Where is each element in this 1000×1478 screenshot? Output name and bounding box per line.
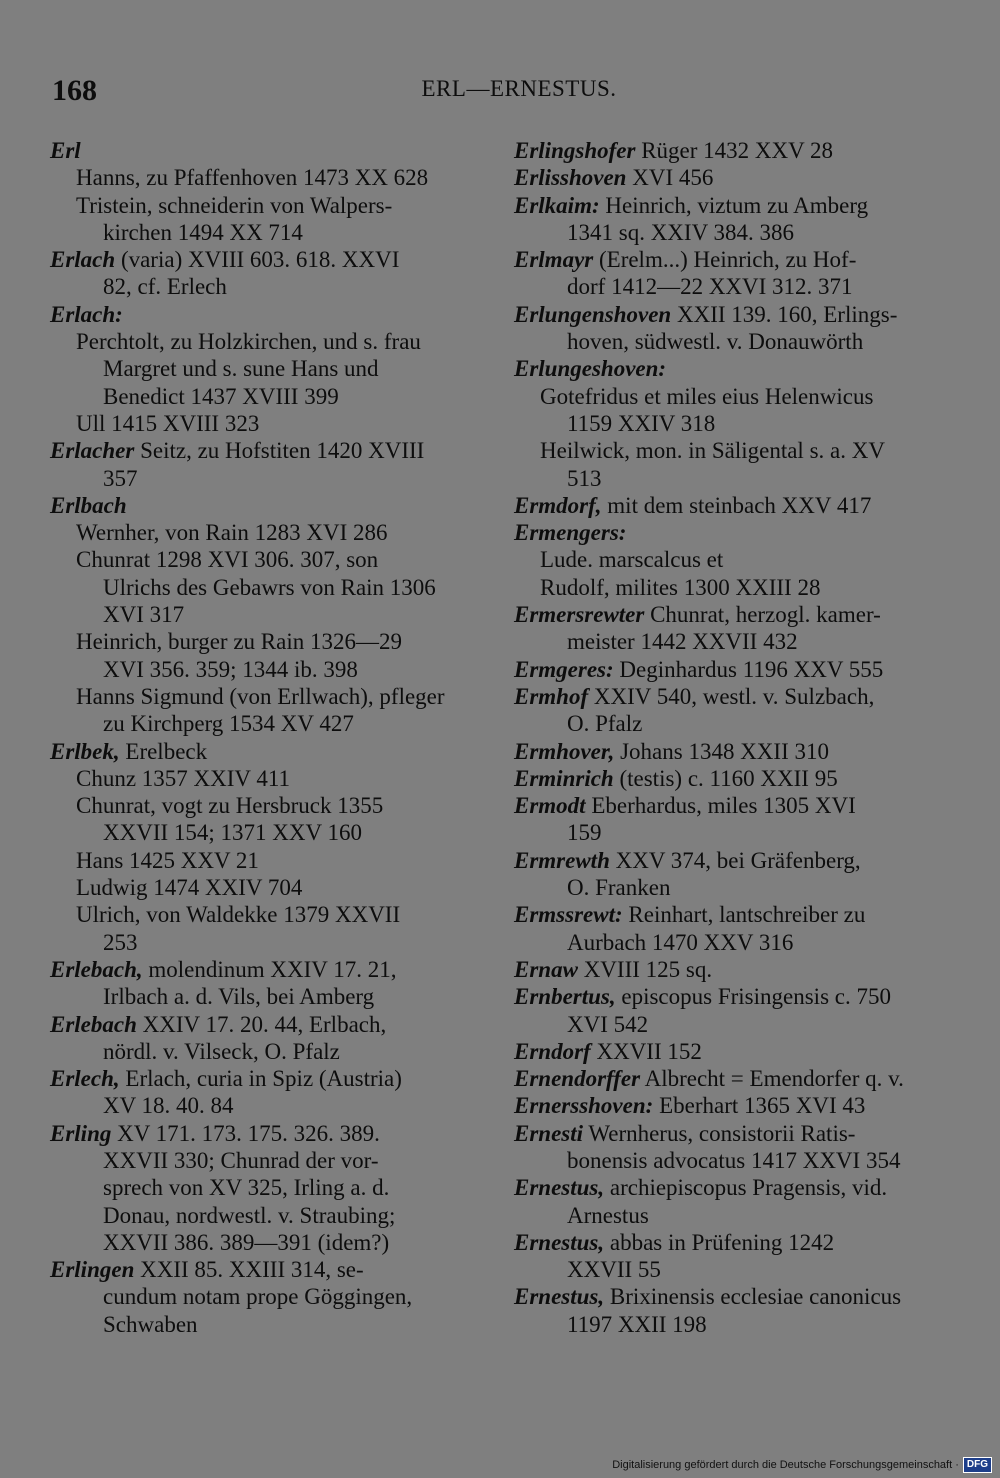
entry-heading: Erlungenshoven	[514, 301, 672, 327]
entry-text: Erlach, curia in Spiz (Austria)	[119, 1066, 402, 1092]
entry-text: 82, cf. Erlech	[103, 274, 227, 300]
index-line	[514, 546, 938, 573]
entry-heading: Erminrich	[514, 765, 614, 791]
index-line	[50, 738, 474, 765]
entry-text: Reinhart, lantschreiber zu	[622, 902, 866, 928]
index-line	[50, 1202, 474, 1229]
entry-text: 1159 XXIV 318	[567, 410, 716, 436]
entry-text: Benedict 1437 XVIII 399	[103, 383, 339, 409]
index-line	[50, 656, 474, 683]
entry-heading: Erlach	[50, 247, 116, 273]
index-line	[50, 874, 474, 901]
index-line	[514, 137, 938, 164]
index-line	[50, 847, 474, 874]
entry-text: 1341 sq. XXIV 384. 386	[567, 219, 795, 245]
entry-text: Wernherus, consistorii Ratis-	[583, 1120, 856, 1146]
entry-heading: Erlingshofer	[514, 138, 636, 163]
index-line	[50, 901, 474, 928]
index-line	[50, 710, 474, 737]
index-line	[50, 246, 474, 273]
index-line	[50, 601, 474, 628]
index-line	[514, 492, 938, 519]
index-line	[514, 410, 938, 437]
index-line	[50, 1283, 474, 1310]
entry-text: XXII 139. 160, Erlings-	[671, 301, 898, 327]
entry-heading: Erlech,	[50, 1066, 120, 1092]
entry-heading: Ermengers:	[514, 520, 627, 546]
index-line	[50, 192, 474, 219]
index-line	[50, 956, 474, 983]
index-line	[514, 1311, 938, 1338]
entry-text: mit dem steinbach XXV 417	[601, 492, 872, 518]
index-line	[50, 519, 474, 546]
entry-text: Chunrat, herzogl. kamer-	[644, 602, 881, 628]
entry-text: kirchen 1494 XX 714	[103, 219, 303, 245]
index-line	[514, 792, 938, 819]
index-line	[50, 765, 474, 792]
footer-text: Digitalisierung gefördert durch die Deutsche Forschungsgemeinschaft ·	[612, 1459, 959, 1471]
entry-text: Arnestus	[567, 1202, 649, 1228]
entry-text: 253	[103, 929, 138, 955]
entry-heading: Erlacher	[50, 438, 135, 464]
entry-text: Heinrich, burger zu Rain 1326—29	[76, 629, 402, 655]
index-line	[514, 1038, 938, 1065]
index-line	[514, 656, 938, 683]
entry-text: Eberhart 1365 XVI 43	[653, 1093, 866, 1119]
entry-text: 513	[567, 465, 602, 491]
index-line	[50, 1038, 474, 1065]
entry-heading: Erl	[50, 138, 81, 163]
entry-text: Hanns Sigmund (von Erllwach), pfleger	[76, 683, 445, 709]
index-line	[514, 628, 938, 655]
entry-text: (varia) XVIII 603. 618. XXVI	[115, 247, 400, 273]
entry-heading: Ernestus,	[514, 1229, 605, 1255]
index-line	[50, 1229, 474, 1256]
index-line	[514, 192, 938, 219]
entry-text: XXIV 540, westl. v. Sulzbach,	[588, 683, 875, 709]
entry-heading: Erling	[50, 1120, 112, 1146]
entry-text: Wernher, von Rain 1283 XVI 286	[76, 520, 388, 546]
entry-text: molendinum XXIV 17. 21,	[142, 956, 397, 982]
entry-text: nördl. v. Vilseck, O. Pfalz	[103, 1038, 340, 1064]
index-line	[50, 137, 474, 164]
index-line	[514, 765, 938, 792]
entry-text: O. Pfalz	[567, 711, 643, 737]
index-line	[514, 956, 938, 983]
index-line	[514, 574, 938, 601]
entry-heading: Erlbach	[50, 492, 127, 518]
index-line	[514, 383, 938, 410]
entry-text: XVI 356. 359; 1344 ib. 398	[103, 656, 358, 682]
entry-text: Albrecht = Emendorfer q. v.	[640, 1066, 904, 1092]
index-line	[514, 519, 938, 546]
index-line	[514, 710, 938, 737]
entry-text: Hans 1425 XXV 21	[76, 847, 259, 873]
entry-text: Donau, nordwestl. v. Straubing;	[103, 1202, 396, 1228]
entry-text: Schwaben	[103, 1311, 198, 1337]
entry-text: bonensis advocatus 1417 XXVI 354	[567, 1147, 901, 1173]
index-line	[50, 328, 474, 355]
entry-text: Aurbach 1470 XXV 316	[567, 929, 794, 955]
entry-text: XVI 542	[567, 1011, 649, 1037]
index-line	[50, 492, 474, 519]
index-line	[514, 219, 938, 246]
index-line	[514, 874, 938, 901]
entry-text: Gotefridus et miles eius Helenwicus	[540, 383, 874, 409]
index-line	[50, 1011, 474, 1038]
index-line	[514, 847, 938, 874]
index-line	[514, 355, 938, 382]
index-line	[50, 273, 474, 300]
index-line	[50, 219, 474, 246]
index-line	[514, 1202, 938, 1229]
entry-heading: Ermgeres:	[514, 656, 614, 682]
entry-text: Seitz, zu Hofstiten 1420 XVIII	[134, 438, 425, 464]
index-line	[514, 1256, 938, 1283]
index-line	[514, 1065, 938, 1092]
dfg-logo: DFG	[963, 1457, 992, 1473]
entry-heading: Ernaw	[514, 956, 578, 982]
entry-text: Perchtolt, zu Holzkirchen, und s. frau	[76, 329, 421, 355]
entry-heading: Erlebach,	[50, 956, 143, 982]
entry-text: Lude. marscalcus et	[540, 547, 724, 573]
index-line	[50, 628, 474, 655]
entry-text: 1197 XXII 198	[567, 1311, 707, 1337]
index-line	[514, 1174, 938, 1201]
index-line	[50, 1092, 474, 1119]
footer	[612, 1456, 992, 1474]
entry-heading: Erlisshoven	[514, 165, 627, 191]
index-line	[50, 383, 474, 410]
entry-heading: Ermssrewt:	[514, 902, 623, 928]
index-line	[514, 601, 938, 628]
index-line	[50, 355, 474, 382]
entry-text: 357	[103, 465, 138, 491]
entry-text: O. Franken	[567, 875, 671, 901]
entry-heading: Ernendorffer	[514, 1066, 641, 1092]
index-line	[514, 683, 938, 710]
entry-text: XV 171. 173. 175. 326. 389.	[111, 1120, 380, 1146]
index-line	[514, 901, 938, 928]
entry-heading: Erndorf	[514, 1038, 591, 1064]
entry-text: Chunrat, vogt zu Hersbruck 1355	[76, 793, 384, 819]
entry-text: sprech von XV 325, Irling a. d.	[103, 1175, 390, 1201]
entry-text: XXVII 152	[590, 1038, 702, 1064]
entry-text: Johans 1348 XXII 310	[614, 738, 829, 764]
entry-heading: Erlingen	[50, 1257, 135, 1283]
entry-heading: Ernersshoven:	[514, 1093, 654, 1119]
index-line	[50, 574, 474, 601]
entry-heading: Ermodt	[514, 793, 586, 819]
index-line	[514, 1283, 938, 1310]
index-line	[50, 301, 474, 328]
index-line	[50, 465, 474, 492]
entry-text: Ulrichs des Gebawrs von Rain 1306	[103, 574, 436, 600]
entry-heading: Ernbertus,	[514, 984, 616, 1010]
index-line	[50, 1174, 474, 1201]
entry-text: Brixinensis ecclesiae canonicus	[604, 1284, 902, 1310]
index-line	[50, 819, 474, 846]
index-line	[50, 1147, 474, 1174]
index-line	[50, 983, 474, 1010]
entry-heading: Erlebach	[50, 1011, 137, 1037]
index-line	[50, 437, 474, 464]
entry-text: XVI 317	[103, 602, 185, 628]
entry-text: episcopus Frisingensis c. 750	[615, 984, 891, 1010]
entry-text: XVI 456	[626, 165, 714, 191]
entry-heading: Ernestus,	[514, 1284, 605, 1310]
entry-text: Chunz 1357 XXIV 411	[76, 765, 291, 791]
entry-heading: Ermdorf,	[514, 492, 602, 518]
page-number: 168	[52, 74, 97, 107]
entry-heading: Erlungeshoven:	[514, 356, 667, 382]
entry-heading: Erlbek,	[50, 738, 120, 764]
entry-heading: Ernesti	[514, 1120, 584, 1146]
entry-text: XXVII 330; Chunrad der vor-	[103, 1147, 379, 1173]
entry-text: hoven, südwestl. v. Donauwörth	[567, 329, 864, 355]
index-line	[514, 437, 938, 464]
index-line	[514, 1120, 938, 1147]
entry-text: Erelbeck	[119, 738, 208, 764]
index-line	[50, 792, 474, 819]
index-line	[514, 738, 938, 765]
entry-text: abbas in Prüfening 1242	[604, 1229, 835, 1255]
entry-text: XXII 85. XXIII 314, se-	[134, 1257, 364, 1283]
index-line	[514, 246, 938, 273]
entry-text: Rüger 1432 XXV 28	[635, 138, 834, 163]
index-line	[50, 164, 474, 191]
left-column	[50, 137, 474, 1338]
entry-heading: Erlmayr	[514, 247, 594, 273]
index-line	[514, 328, 938, 355]
entry-text: archiepiscopus Pragensis, vid.	[604, 1175, 888, 1201]
entry-text: Heilwick, mon. in Säligental s. a. XV	[540, 438, 885, 464]
index-line	[514, 164, 938, 191]
index-line	[514, 983, 938, 1010]
index-line	[514, 465, 938, 492]
entry-heading: Ermhof	[514, 683, 589, 709]
entry-text: XXVII 386. 389—391 (idem?)	[103, 1229, 390, 1255]
entry-text: Heinrich, viztum zu Amberg	[599, 192, 869, 218]
right-column	[514, 137, 938, 1338]
entry-text: Chunrat 1298 XVI 306. 307, son	[76, 547, 379, 573]
entry-text: cundum notam prope Göggingen,	[103, 1284, 413, 1310]
entry-heading: Ernestus,	[514, 1175, 605, 1201]
entry-text: XXVII 154; 1371 XXV 160	[103, 820, 362, 846]
index-line	[514, 273, 938, 300]
index-line	[50, 683, 474, 710]
entry-text: XVIII 125 sq.	[577, 956, 713, 982]
entry-text: Tristein, schneiderin von Walpers-	[76, 192, 393, 218]
entry-text: (Erelm...) Heinrich, zu Hof-	[593, 247, 857, 273]
entry-heading: Erlkaim:	[514, 192, 600, 218]
index-line	[50, 929, 474, 956]
index-line	[50, 1120, 474, 1147]
entry-heading: Ermhover,	[514, 738, 615, 764]
entry-text: zu Kirchperg 1534 XV 427	[103, 711, 354, 737]
entry-text: Ulrich, von Waldekke 1379 XXVII	[76, 902, 401, 928]
entry-text: meister 1442 XXVII 432	[567, 629, 798, 655]
entry-text: Rudolf, milites 1300 XXIII 28	[540, 574, 821, 600]
index-line	[514, 1229, 938, 1256]
index-line	[50, 410, 474, 437]
entry-heading: Ermrewth	[514, 847, 610, 873]
entry-text: Ludwig 1474 XXIV 704	[76, 875, 303, 901]
entry-text: (testis) c. 1160 XXII 95	[613, 765, 838, 791]
entry-heading: Erlach:	[50, 301, 123, 327]
entry-text: Margret und s. sune Hans und	[103, 356, 379, 382]
entry-text: XXV 374, bei Gräfenberg,	[609, 847, 861, 873]
entry-text: XXIV 17. 20. 44, Erlbach,	[136, 1011, 387, 1037]
index-line	[514, 301, 938, 328]
index-line	[50, 1311, 474, 1338]
index-line	[50, 546, 474, 573]
entry-text: Ull 1415 XVIII 323	[76, 410, 260, 436]
running-head: ERL—ERNESTUS.	[421, 76, 617, 101]
entry-text: Hanns, zu Pfaffenhoven 1473 XX 628	[76, 165, 429, 191]
entry-text: dorf 1412—22 XXVI 312. 371	[567, 274, 853, 300]
entry-text: Irlbach a. d. Vils, bei Amberg	[103, 984, 375, 1010]
index-line	[514, 819, 938, 846]
index-line	[50, 1065, 474, 1092]
entry-text: 159	[567, 820, 602, 846]
entry-text: Deginhardus 1196 XXV 555	[613, 656, 884, 682]
index-line	[50, 1256, 474, 1283]
entry-heading: Ermersrewter	[514, 602, 645, 628]
index-line	[514, 1147, 938, 1174]
entry-text: XV 18. 40. 84	[103, 1093, 234, 1119]
index-line	[514, 929, 938, 956]
entry-text: Eberhardus, miles 1305 XVI	[585, 793, 856, 819]
index-line	[514, 1092, 938, 1119]
entry-text: XXVII 55	[567, 1257, 661, 1283]
index-line	[514, 1011, 938, 1038]
